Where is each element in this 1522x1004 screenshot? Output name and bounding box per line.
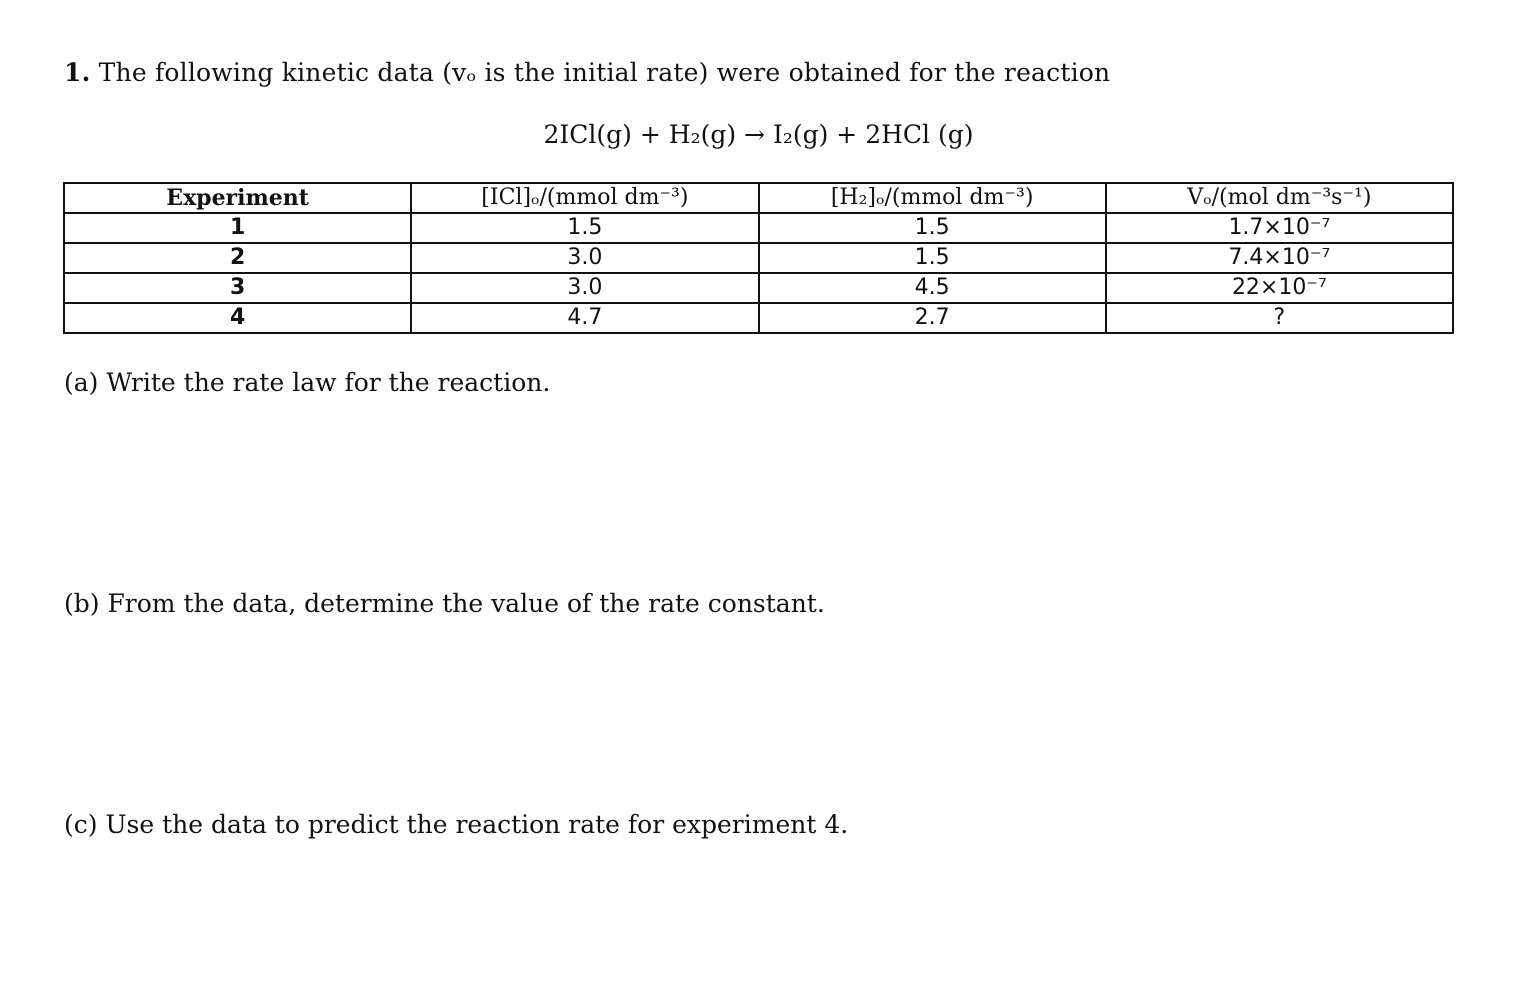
question-intro: The following kinetic data (vₒ is the initial rate) were obtained for the reaction (90, 58, 1111, 87)
initial-rate: 22×10⁻⁷ (1106, 273, 1453, 303)
question-number: 1. (64, 58, 91, 87)
header-icl-concentration: [ICl]ₒ/(mmol dm⁻³) (411, 183, 758, 213)
table-header-row (64, 183, 1453, 213)
table-row (64, 273, 1453, 303)
icl-concentration: 3.0 (411, 273, 758, 303)
header-initial-rate: Vₒ/(mol dm⁻³s⁻¹) (1106, 183, 1453, 213)
part-b-question: (b) From the data, determine the value of the rate constant. (64, 589, 825, 618)
question-heading (64, 58, 1110, 87)
experiment-number: 4 (64, 303, 411, 333)
icl-concentration: 4.7 (411, 303, 758, 333)
reaction-equation (0, 120, 1522, 149)
experiment-number: 3 (64, 273, 411, 303)
table-row (64, 303, 1453, 333)
table-row (64, 243, 1453, 273)
part-a-question: (a) Write the rate law for the reaction. (64, 368, 551, 397)
icl-concentration: 1.5 (411, 213, 758, 243)
initial-rate: ? (1106, 303, 1453, 333)
table-row (64, 213, 1453, 243)
h2-concentration: 1.5 (759, 243, 1106, 273)
part-c-question: (c) Use the data to predict the reaction rate for experiment 4. (64, 810, 849, 839)
reaction-equation-text: 2ICl(g) + H₂(g) → I₂(g) + 2HCl (g) (543, 120, 974, 149)
h2-concentration: 4.5 (759, 273, 1106, 303)
header-h2-concentration: [H₂]ₒ/(mmol dm⁻³) (759, 183, 1106, 213)
initial-rate: 1.7×10⁻⁷ (1106, 213, 1453, 243)
h2-concentration: 1.5 (759, 213, 1106, 243)
experiment-number: 1 (64, 213, 411, 243)
experiment-number: 2 (64, 243, 411, 273)
kinetic-data-table (63, 182, 1454, 334)
h2-concentration: 2.7 (759, 303, 1106, 333)
icl-concentration: 3.0 (411, 243, 758, 273)
header-experiment: Experiment (64, 183, 411, 213)
initial-rate: 7.4×10⁻⁷ (1106, 243, 1453, 273)
